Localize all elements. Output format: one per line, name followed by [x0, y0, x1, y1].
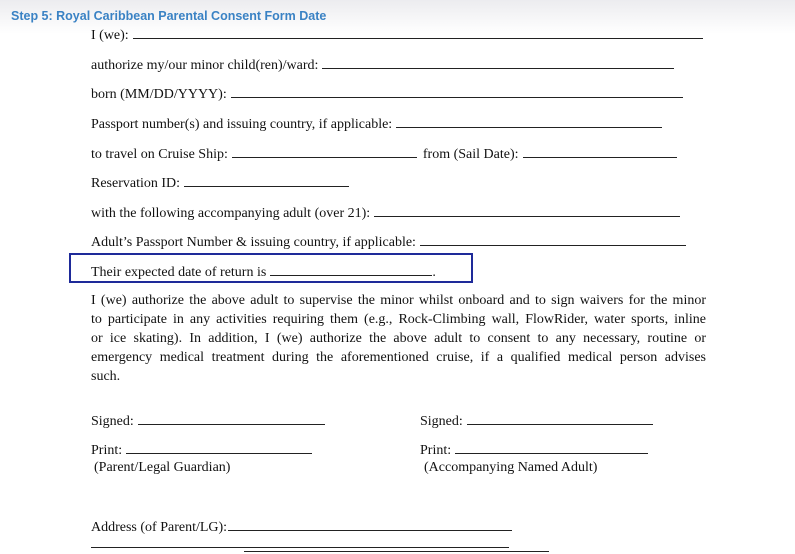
print-label: Print: [420, 443, 452, 458]
accompanying-adult-blank[interactable] [374, 203, 680, 217]
field-label: I (we): [91, 28, 129, 43]
role-right: (Accompanying Named Adult) [424, 460, 598, 475]
field-label: Address (of Parent/LG): [91, 520, 228, 535]
signed-label: Signed: [420, 414, 463, 429]
field-adult-passport [91, 232, 686, 251]
i-we-blank[interactable] [133, 25, 703, 39]
print-right [420, 440, 648, 459]
field-label: born (MM/DD/YYYY): [91, 87, 227, 102]
minor-child-blank[interactable] [322, 55, 674, 69]
print-right-blank[interactable] [455, 440, 648, 454]
field-label: Passport number(s) and issuing country, if applicable: [91, 117, 393, 132]
field-address [91, 517, 512, 536]
signed-left [91, 411, 325, 430]
signed-right [420, 411, 653, 430]
signed-label: Signed: [91, 414, 134, 429]
return-date-period: . [432, 265, 436, 280]
print-left-blank[interactable] [126, 440, 312, 454]
sail-date-label: from (Sail Date): [422, 147, 519, 162]
sail-date-blank[interactable] [523, 144, 677, 158]
passport-blank[interactable] [396, 114, 662, 128]
signed-right-blank[interactable] [467, 411, 653, 425]
paragraph-line: emergency medical treatment during the aforementioned cruise, if a qualified medical person advises [91, 350, 706, 365]
field-label: Reservation ID: [91, 176, 181, 191]
paragraph-line: I (we) authorize the above adult to supervise the minor whilst onboard and to sign waivers for the minor [91, 293, 706, 308]
cruise-ship-blank[interactable] [232, 144, 417, 158]
address-blank-line-2[interactable] [91, 547, 509, 548]
paragraph-line: to participate in any activities requiring them (e.g., Rock-Climbing wall, FlowRider, water sports, inline [91, 312, 706, 327]
step-title: Step 5: Royal Caribbean Parental Consent Form Date [11, 9, 327, 23]
field-reservation [91, 173, 349, 192]
field-born [91, 84, 683, 103]
field-return-date [91, 262, 436, 281]
field-accompanying-adult [91, 203, 680, 222]
field-label: to travel on Cruise Ship: [91, 147, 228, 162]
field-label: with the following accompanying adult (over 21): [91, 206, 371, 221]
born-blank[interactable] [231, 84, 683, 98]
role-left: (Parent/Legal Guardian) [94, 460, 231, 475]
reservation-blank[interactable] [184, 173, 349, 187]
field-cruise-ship [91, 144, 677, 163]
address-blank-line-3 [244, 551, 549, 552]
field-label: Their expected date of return is [91, 265, 267, 280]
address-blank[interactable] [228, 517, 512, 531]
consent-paragraph [91, 291, 706, 386]
field-label: authorize my/our minor child(ren)/ward: [91, 58, 319, 73]
field-passport [91, 114, 662, 133]
adult-passport-blank[interactable] [420, 232, 686, 246]
field-i-we [91, 25, 703, 44]
field-label: Adult’s Passport Number & issuing country, if applicable: [91, 235, 416, 250]
signed-left-blank[interactable] [138, 411, 325, 425]
print-label: Print: [91, 443, 123, 458]
field-minor-child [91, 55, 674, 74]
return-date-blank[interactable] [270, 262, 432, 276]
print-left [91, 440, 312, 459]
paragraph-line: or ice skating). In addition, I (we) authorize the above adult to consent to any necessary, routine or [91, 331, 706, 346]
paragraph-line: such. [91, 369, 121, 384]
